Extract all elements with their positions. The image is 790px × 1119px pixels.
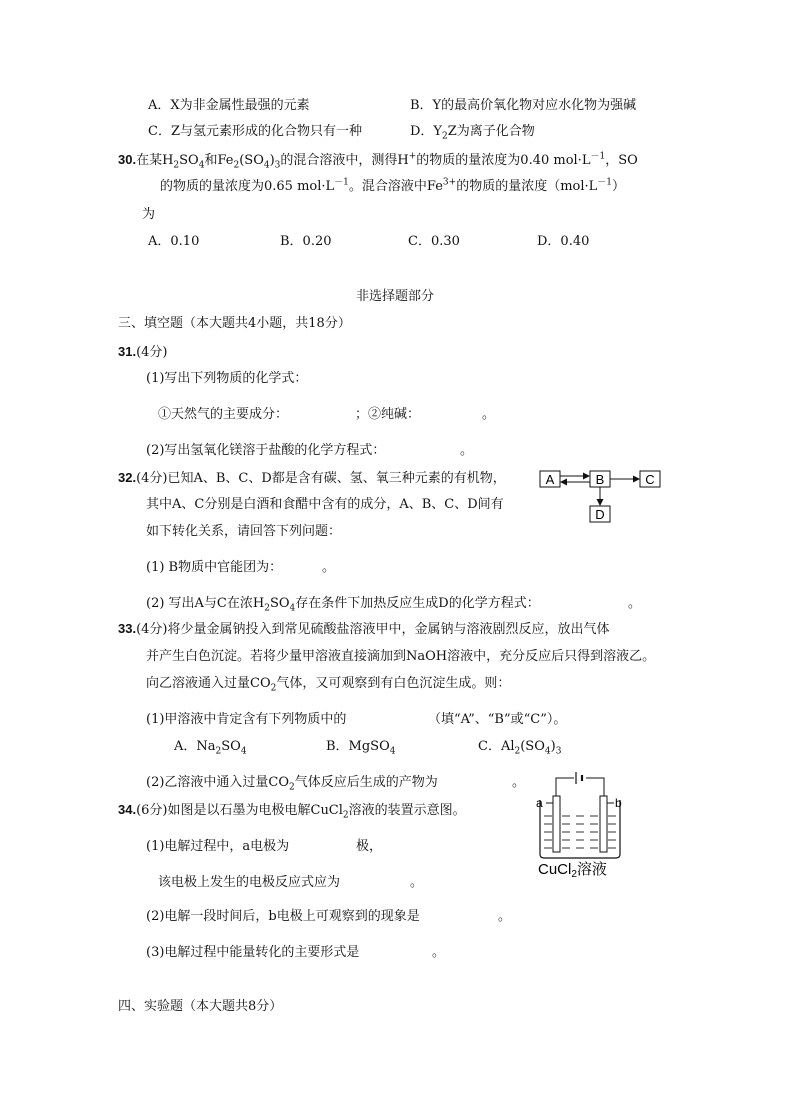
q30-line-3: 为 [142,207,156,222]
conversion-diagram [536,464,666,528]
q31-header: 31.(4分) [118,344,168,360]
q31-sub-1-sep: ；②纯碱： [355,407,421,422]
q34-line-1: 34.(6分)如图是以石墨为电极电解CuCl$_2$溶液的装置示意图。 [118,802,466,821]
q34-sub-3: (3)电解过程中能量转化的主要形式是 [146,945,360,960]
question-number: 33. [118,621,137,636]
q33-option-c: C．$Al_2(SO_4)_3$ [478,739,562,757]
q34-sub-1b: 该电极上发生的电极反应式应为 [158,875,341,890]
wire-right [586,778,604,796]
question-number: 32. [118,470,137,485]
q33-sub-1: (1)甲溶液中肯定含有下列物质中的 [146,712,347,727]
q34-sub-1: (1)电解过程中，a电极为 [146,839,290,854]
part-3-heading: 三、填空题（本大题共4小题，共18分） [118,316,351,331]
q30-option-b: B．0.20 [280,234,332,249]
part-4-heading: 四、实验题（本大题共8分） [118,999,283,1014]
q29-option-a: A．X为非金属性最强的元素 [148,98,310,113]
q29-option-c: C．Z与氢元素形成的化合物只有一种 [148,124,362,139]
electrode-b [600,796,607,852]
question-number: 30. [118,152,137,167]
q31-sub-2-end: 。 [460,443,474,458]
box-c-label: C [645,472,655,487]
section-title: 非选择题部分 [355,289,434,304]
box-a-label: A [545,472,555,487]
q29-option-b: B．Y的最高价氧化物对应水化物为强碱 [410,98,637,113]
q33-sub-2: (2)乙溶液中通入过量$CO_2$气体反应后生成的产物为 [146,775,438,793]
q31-sub-1-end: 。 [482,407,496,422]
q32-line-1: 32.(4分)已知A、B、C、D都是含有碳、氢、氧三种元素的有机物， [118,470,506,486]
q33-line-1: 33.(4分)将少量金属钠投入到常见硫酸盐溶液甲中，金属钠与溶液剧烈反应，放出气体 [118,621,610,637]
q34-sub-2: (2)电解一段时间后，b电极上可观察到的现象是 [146,909,420,924]
electrode-a [553,796,560,852]
solution-caption: CuCl$_2$溶液 [538,861,607,878]
beaker [540,800,620,858]
q31-sub-1a: ①天然气的主要成分： [158,407,289,422]
q30-option-a: A．0.10 [148,234,200,249]
wire-left [556,778,574,796]
q32-sub-1: (1) B物质中官能团为： [146,560,283,575]
question-number: 34. [118,802,137,817]
q33-line-2: 并产生白色沉淀。若将少量甲溶液直接滴加到NaOH溶液中，充分反应后只得到溶液乙。 [146,649,656,664]
q30-option-c: C．0.30 [408,234,460,249]
box-b-label: B [595,472,605,487]
q33-option-a: A．$Na_2SO_4$ [174,739,247,757]
electrode-a-label: a [536,796,543,810]
q32-sub-2: (2) 写出A与C在浓$H_2SO_4$存在条件下加热反应生成D的化学方程式： [146,596,540,614]
q30-option-d: D．0.40 [537,234,590,249]
q31-sub-1: (1)写出下列物质的化学式： [146,371,308,386]
q32-sub-2-end: 。 [628,596,642,611]
q32-line-3: 如下转化关系，请回答下列问题： [146,524,342,539]
q34-sub-1b-end: 。 [410,875,424,890]
question-number: 31. [118,344,137,359]
q34-sub-1-end: 极， [356,839,383,854]
electrode-b-label: b [615,796,622,810]
q33-sub-2-end: 。 [512,775,526,790]
q32-line-2: 其中A、C分别是白酒和食醋中含有的成分，A、B、C、D间有 [146,497,504,512]
q34-sub-3-end: 。 [432,945,446,960]
q33-option-b: B．MgSO$_4$ [326,739,396,757]
electrolysis-apparatus [532,766,628,878]
q33-line-3: 向乙溶液通入过量$CO_2$气体，又可观察到有白色沉淀生成。则： [146,676,511,694]
q34-sub-2-end: 。 [498,909,512,924]
q32-sub-1-end: 。 [322,560,336,575]
box-d-label: D [595,507,605,522]
q29-option-d: D．$Y_2Z$为离子化合物 [410,124,535,142]
q33-sub-1-end: （填“A”、“B”或“C”）。 [428,712,567,727]
q30-line-1: 30.在某$H_2SO_4$和$Fe_2(SO_4)_3$的混合溶液中，测得H+的物质的量浓度为0.40 $mol\cdot L^{-1}$，SO [118,151,638,171]
q30-line-2: 的物质的量浓度为0.65 $mol\cdot L^{-1}$。混合溶液中$Fe^{3+}$的物质的量浓度$(mol\cdot L^{-1})$ [160,177,626,194]
q31-sub-2: (2)写出氢氧化镁溶于盐酸的化学方程式： [146,443,386,458]
